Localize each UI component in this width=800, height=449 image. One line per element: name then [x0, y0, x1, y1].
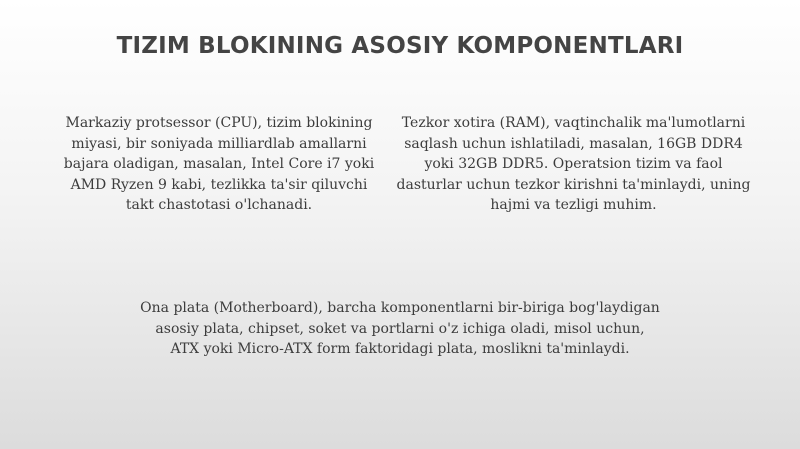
slide-title: TIZIM BLOKINING ASOSIY KOMPONENTLARI: [116, 33, 684, 59]
motherboard-paragraph: Ona plata (Motherboard), barcha komponentlarni bir-biriga bog'laydigan asosiy plata, chipset, soket va portlarni o'z ichiga oladi, misol uchun, ATX yoki Micro-ATX form faktoridagi plata, moslikni ta'minlaydi.: [140, 300, 660, 357]
ram-paragraph: Tezkor xotira (RAM), vaqtinchalik ma'lumotlarni saqlash uchun ishlatiladi, masalan, 16GB DDR4 yoki 32GB DDR5. Operatsion tizim va faol dasturlar uchun tezkor kirishni ta'minlaydi, uning hajmi va tezligi muhim.: [396, 115, 751, 213]
cpu-paragraph: Markaziy protsessor (CPU), tizim blokining miyasi, bir soniyada milliardlab amallarni bajara oladigan, masalan, Intel Core i7 yoki AMD Ryzen 9 kabi, tezlikka ta'sir qiluvchi takt chastotasi o'lchanadi.: [63, 115, 375, 213]
